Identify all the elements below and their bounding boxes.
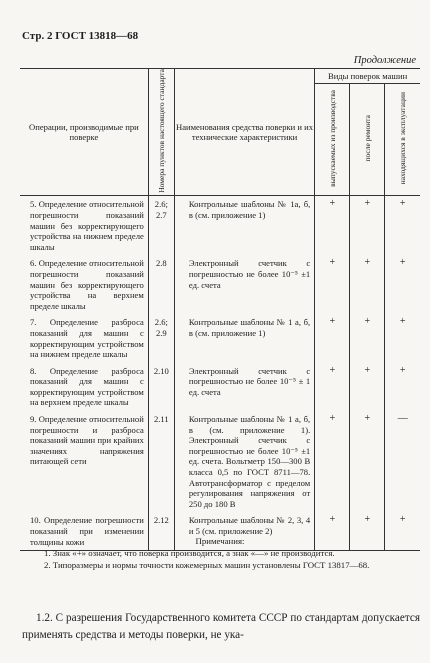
table-row: [20, 314, 420, 362]
page-header: Стр. 2 ГОСТ 13818—68: [22, 30, 139, 42]
operation-cell: 6. Определение относительной погрешности показаний машин без корректирующего устройства на верхнем пределе шкалы: [20, 255, 148, 314]
mark-cell: +: [399, 316, 406, 328]
mark-cell: +: [315, 255, 350, 314]
header-kind-operation: находящихся в эксплуатации: [385, 83, 420, 196]
note-1: 1. Знак «+» означает, что поверка производится, а знак «—» не производится.: [44, 548, 335, 558]
header-kind-repair: после ремонта: [350, 83, 385, 196]
continued-label: Продолжение: [353, 55, 416, 66]
points-cell: 2.12: [148, 512, 174, 550]
mark-cell: +: [315, 314, 350, 362]
mark-cell: +: [399, 198, 406, 210]
points-cell: 2.6; 2.7: [148, 196, 174, 255]
mark-cell: +: [315, 512, 350, 550]
mark-cell: +: [350, 512, 385, 550]
means-cell: Контрольные шаблоны № 1 а, б, в (см. приложение 1). Электронный счетчик с погрешностью не более 10⁻⁵ ±1 ед. счета. Вольтметр 150—300 В класса 0,5 по ГОСТ 8711—78. Автотрансформатор с пределом регулирования напряжения от 250 до 180 В: [174, 411, 314, 512]
mark-cell: +: [350, 255, 385, 314]
header-means: Наименования средства поверки и их технические характеристики: [174, 69, 314, 196]
means-cell: Электронный счетчик с погрешностью не более 10⁻⁵ ±1 ед. счета: [174, 255, 314, 314]
operation-cell: 10. Определение погрешности показаний при изменении толщины кожи: [20, 512, 148, 550]
means-cell: Контрольные шаблоны № 2, 3, 4 и 5 (см. приложение 2): [174, 512, 314, 550]
notes-block: [22, 535, 418, 571]
mark-cell: +: [315, 363, 350, 411]
operation-cell: 9. Определение относительной погрешности и разброса показаний машин при крайних значениях напряжения питающей сети: [20, 411, 148, 512]
means-cell: Электронный счетчик с погрешностью не более 10⁻⁵ ± 1 ед. счета: [174, 363, 314, 411]
header-points: Номера пунктов настоящего стандарта: [148, 69, 174, 196]
points-cell: 2.6; 2.9: [148, 314, 174, 362]
table-row: [20, 363, 420, 411]
mark-cell: +: [350, 196, 385, 255]
table-row: [20, 411, 420, 512]
header-kind-new: выпускаемых из производства: [315, 83, 350, 196]
points-cell: 2.10: [148, 363, 174, 411]
mark-cell: +: [350, 314, 385, 362]
verification-table: [20, 68, 420, 551]
mark-cell: +: [315, 196, 350, 255]
notes-title: Примечания:: [195, 536, 245, 546]
operation-cell: 8. Определение разброса показаний для машин с корректирующим устройством на верхнем пределе шкалы: [20, 363, 148, 411]
operation-cell: 7. Определение разброса показаний для машин с корректирующим устройством на нижнем пределе шкалы: [20, 314, 148, 362]
mark-cell: +: [350, 411, 385, 512]
mark-cell: +: [399, 364, 406, 376]
means-cell: Контрольные шаблоны № 1а, б, в (см. приложение 1): [174, 196, 314, 255]
note-2: 2. Типоразмеры и нормы точности кожемерных машин установлены ГОСТ 13817—68.: [44, 560, 370, 570]
header-kinds: Виды поверок машин: [315, 69, 420, 84]
table-row: [20, 255, 420, 314]
mark-cell: +: [399, 257, 406, 269]
means-cell: Контрольные шаблоны № 1 а, б, в (см. приложение 1): [174, 314, 314, 362]
clause-1-2: 1.2. С разрешения Государственного комитета СССР по стандартам допускается применять средства и методы поверки, не ука-: [22, 612, 420, 641]
points-cell: 2.11: [148, 411, 174, 512]
mark-cell: +: [385, 512, 420, 550]
mark-cell: —: [397, 413, 408, 425]
points-cell: 2.8: [148, 255, 174, 314]
header-operation: Операции, производимые при поверке: [20, 69, 148, 196]
mark-cell: +: [350, 363, 385, 411]
table-row: [20, 196, 420, 255]
mark-cell: +: [315, 411, 350, 512]
operation-cell: 5. Определение относительной погрешности показаний машин без корректирующего устройства на нижнем пределе шкалы: [20, 196, 148, 255]
